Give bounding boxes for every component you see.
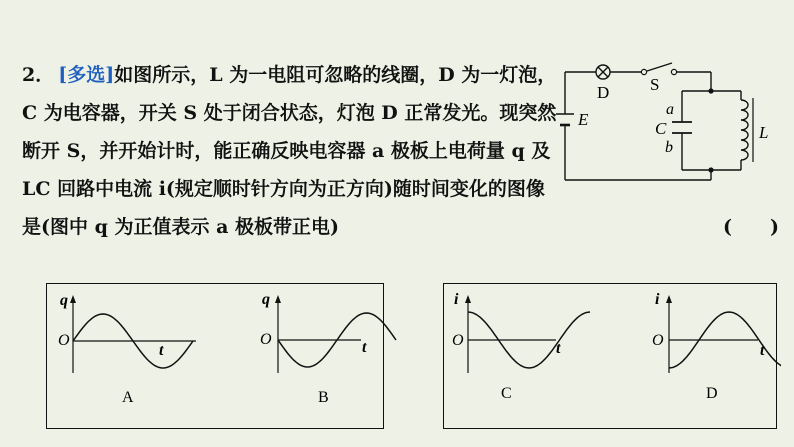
graph-d-y-label: i bbox=[655, 291, 660, 308]
graph-a-y-arrow bbox=[70, 295, 76, 303]
switch-label: S bbox=[650, 75, 660, 94]
question-body: 如图所示，L 为一电阻可忽略的线圈，D 为一灯泡，C 为电容器，开关 S 处于闭合状态，灯泡 D 正常发光。现突然断开 S，并开始计时，能正确反映电容器 a 极板上电荷量 q 及 LC 回路中电流 i(规定顺时针方向为正方向)随时间变化的图像是(图中 q 为正值表示 a 极板带正电) bbox=[22, 64, 557, 238]
lamp-symbol bbox=[596, 65, 610, 79]
capacitor-label: C bbox=[655, 119, 667, 138]
graph-d-option: D bbox=[706, 385, 718, 402]
inductor-label: L bbox=[759, 123, 769, 142]
graph-c-y-label: i bbox=[454, 291, 459, 308]
battery-label: E bbox=[578, 110, 589, 129]
plate-a-label: a bbox=[666, 101, 674, 118]
graph-b-origin: O bbox=[260, 331, 272, 348]
graph-d-y-arrow bbox=[666, 295, 672, 303]
option-graphs bbox=[46, 283, 781, 433]
graph-d-x-label: t bbox=[760, 342, 765, 359]
graph-c-origin: O bbox=[452, 332, 464, 349]
junction-dot-top bbox=[708, 88, 713, 93]
junction-dot-bottom bbox=[708, 167, 713, 172]
answer-blank: ( ) bbox=[723, 216, 779, 238]
graph-c-option: C bbox=[501, 385, 512, 402]
graph-b-option: B bbox=[318, 389, 329, 406]
graph-c-y-arrow bbox=[465, 295, 471, 303]
switch-terminal-right bbox=[671, 69, 676, 74]
graph-a-origin: O bbox=[58, 332, 70, 349]
graph-panel-right bbox=[444, 284, 777, 429]
graph-d-origin: O bbox=[652, 332, 664, 349]
lamp-label: D bbox=[597, 83, 610, 102]
graph-a-x-label: t bbox=[159, 342, 164, 359]
graph-a-option: A bbox=[122, 389, 134, 406]
graph-b-y-label: q bbox=[262, 291, 270, 308]
graph-a bbox=[58, 292, 196, 406]
plate-b-label: b bbox=[665, 139, 673, 156]
graph-d bbox=[652, 291, 781, 402]
graph-b bbox=[260, 291, 396, 406]
circuit-diagram bbox=[555, 58, 780, 188]
question-number: 2． bbox=[22, 64, 55, 86]
question-text bbox=[22, 56, 779, 246]
question-type-tag: [多选] bbox=[58, 64, 115, 86]
inductor-coil bbox=[741, 100, 748, 160]
switch-terminal-left bbox=[641, 69, 646, 74]
graph-b-y-arrow bbox=[275, 295, 281, 303]
graph-b-x-label: t bbox=[362, 339, 367, 356]
graph-c-x-label: t bbox=[556, 340, 561, 357]
graph-c bbox=[452, 291, 590, 402]
graph-a-y-label: q bbox=[60, 292, 68, 309]
graph-panel-left bbox=[47, 284, 384, 429]
